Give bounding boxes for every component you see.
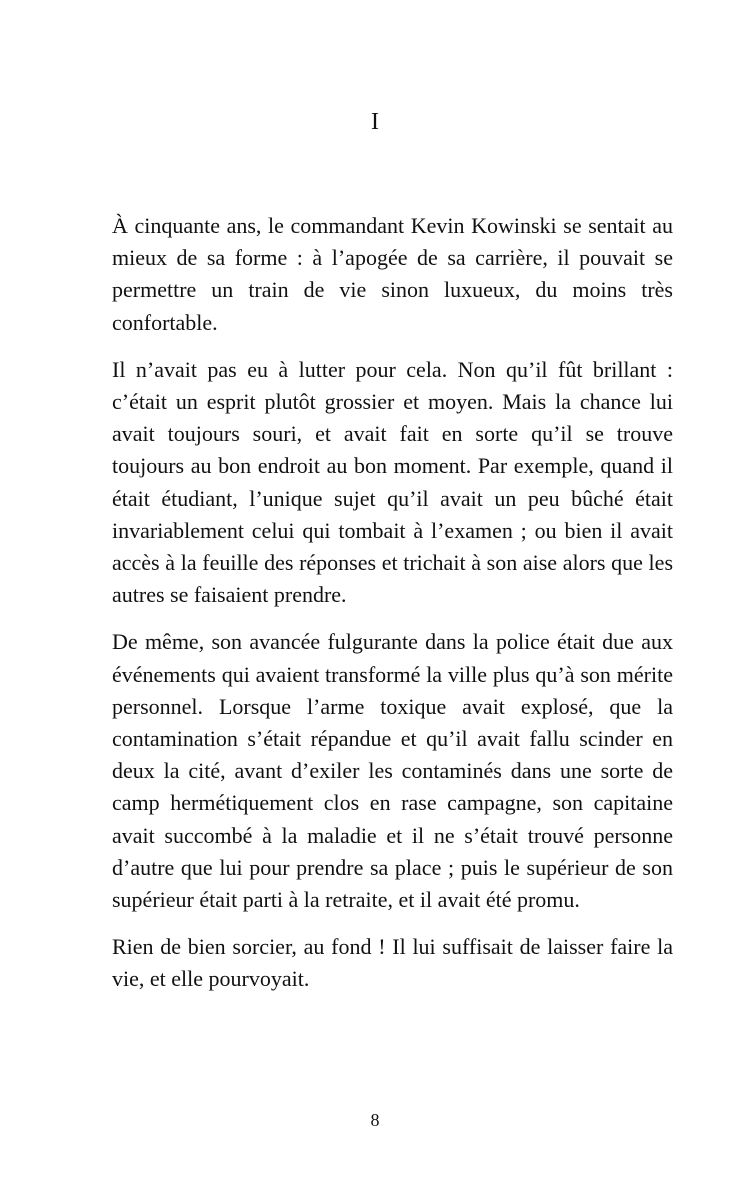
chapter-heading: I	[371, 109, 379, 135]
page-number: 8	[370, 1110, 380, 1130]
paragraph-4: Rien de bien sorcier, au fond ! Il lui suffisait de laisser faire la vie, et elle pourvoyait.	[112, 934, 673, 992]
paragraph-1: À cinquante ans, le commandant Kevin Kowinski se sentait au mieux de sa forme : à l’apogée de sa carrière, il pouvait se permettre un train de vie sinon luxueux, du moins très confortable.	[112, 213, 673, 335]
paragraph-3: De même, son avancée fulgurante dans la police était due aux événements qui avaient transformé la ville plus qu’à son mérite personnel. Lorsque l’arme toxique avait explosé, que la contamination s’était répandue et qu’il avait fallu scinder en deux la cité, avant d’exiler les contaminés dans une sorte de camp hermétiquement clos en rase campagne, son capitaine avait succombé à la maladie et il ne s’était trouvé personne d’autre que lui pour prendre sa place ; puis le supérieur de son supérieur était parti à la retraite, et il avait été promu.	[112, 629, 673, 913]
paragraph-2: Il n’avait pas eu à lutter pour cela. Non qu’il fût brillant : c’était un esprit plutôt grossier et moyen. Mais la chance lui avait toujours souri, et avait fait en sorte qu’il se trouve toujours au bon endroit au bon moment. Par exemple, quand il était étudiant, l’unique sujet qu’il avait un peu bûché était invariablement celui qui tombait à l’examen ; ou bien il avait accès à la feuille des réponses et trichait à son aise alors que les autres se faisaient prendre.	[112, 356, 673, 608]
chapter-body	[112, 210, 673, 1011]
